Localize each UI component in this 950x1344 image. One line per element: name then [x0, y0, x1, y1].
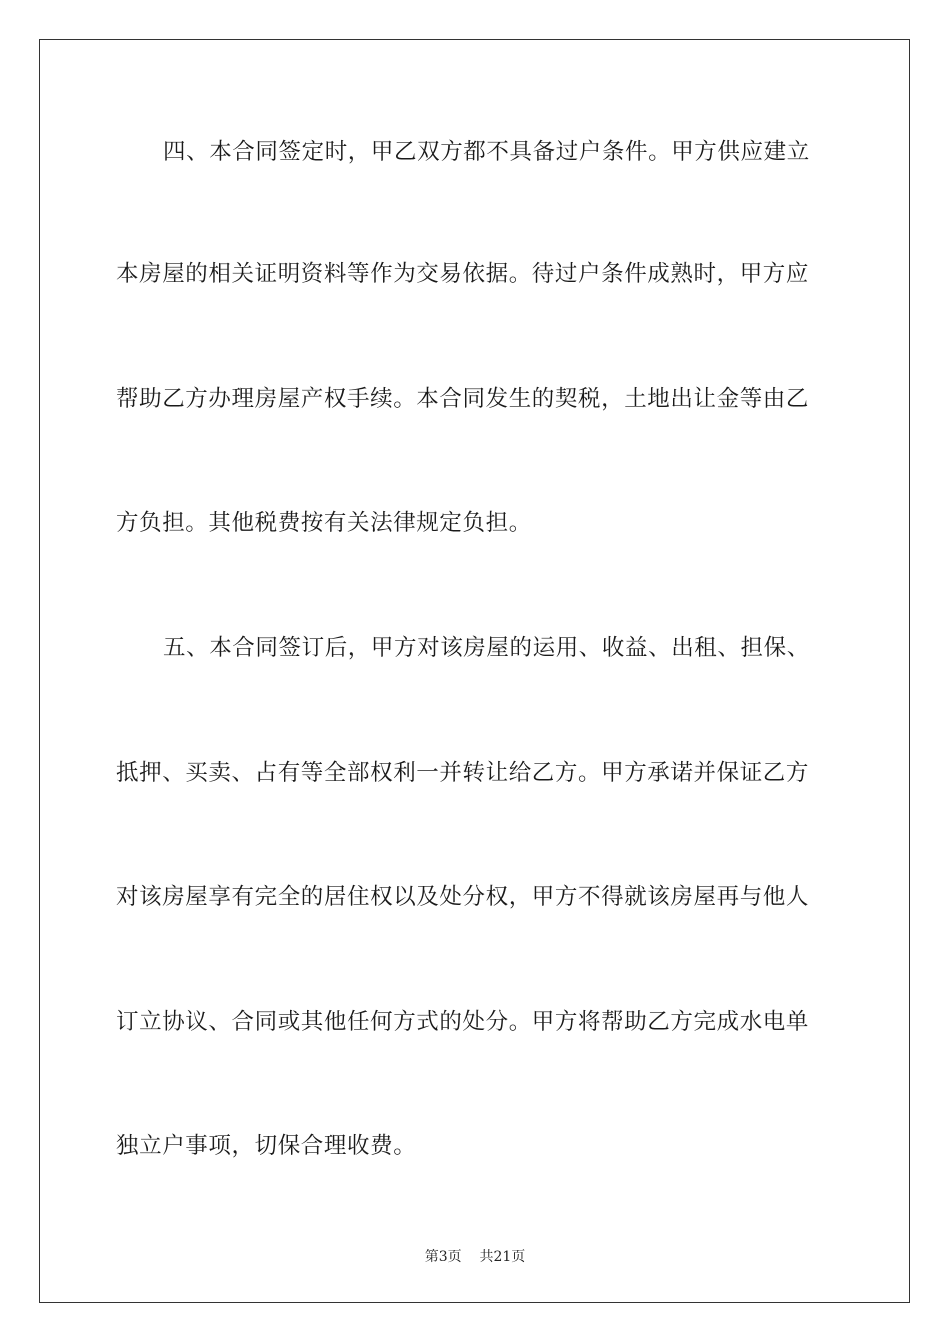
text-line: 抵押、买卖、占有等全部权利一并转让给乙方。甲方承诺并保证乙方: [116, 760, 810, 786]
text-line: 订立协议、合同或其他任何方式的处分。甲方将帮助乙方完成水电单: [116, 1009, 810, 1035]
text-line: 对该房屋享有完全的居住权以及处分权，甲方不得就该房屋再与他人: [116, 884, 810, 910]
text-line: 独立户事项，切保合理收费。: [116, 1133, 417, 1159]
text-line: 四、本合同签定时，甲乙双方都不具备过户条件。甲方供应建立: [163, 139, 810, 165]
page-footer: [0, 1246, 950, 1266]
page-total: 共21页: [479, 1249, 526, 1265]
text-line: 帮助乙方办理房屋产权手续。本合同发生的契税，土地出让金等由乙: [116, 386, 810, 412]
page-frame: [39, 39, 910, 1303]
page-number: 第3页: [424, 1249, 462, 1265]
text-line: 方负担。其他税费按有关法律规定负担。: [116, 510, 532, 536]
text-line: 本房屋的相关证明资料等作为交易依据。待过户条件成熟时，甲方应: [116, 261, 810, 287]
text-line: 五、本合同签订后，甲方对该房屋的运用、收益、出租、担保、: [163, 635, 810, 661]
footer-spacer: [462, 1249, 480, 1265]
